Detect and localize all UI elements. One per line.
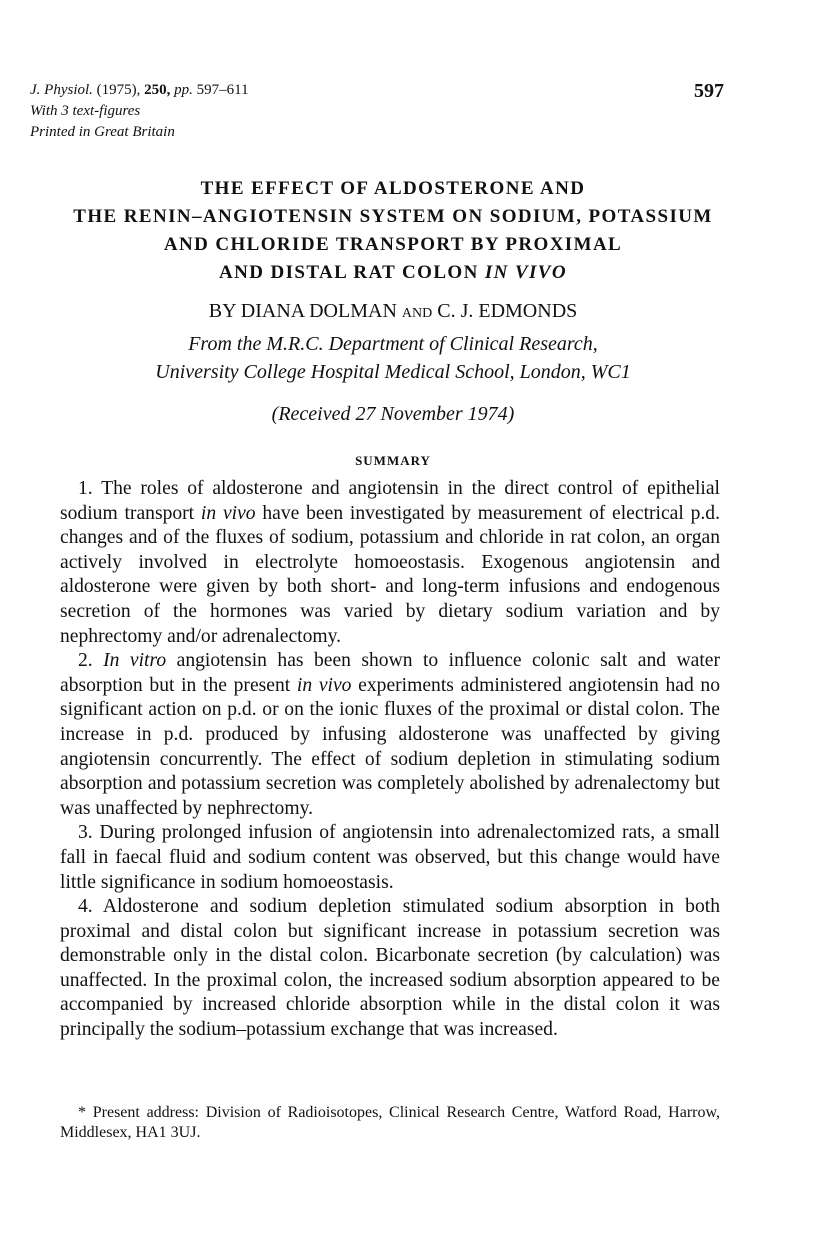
p1-in-vivo: in vivo [200, 502, 256, 524]
summary-paragraph-3: 3. During prolonged infusion of angiotensin into adrenalectomized rats, a small fall in faecal fluid and sodium content was observed, but this change would have little significance in sodium homoeostasis. [60, 822, 720, 893]
and-word: AND [401, 306, 433, 321]
affiliation [0, 330, 786, 386]
footnote-marker: * [78, 1104, 86, 1121]
printed-note: Printed in Great Britain [30, 124, 175, 140]
journal-volume: 250, [144, 82, 171, 98]
title-line-4 [0, 259, 786, 287]
title-in-vivo: IN VIVO [484, 262, 568, 283]
affiliation-line-2: University College Hospital Medical School, London, WC1 [155, 361, 631, 383]
p2-in-vitro: In vitro [103, 650, 167, 672]
footnote-text: Present address: Division of Radioisotopes, Clinical Research Centre, Watford Road, Harrow, Middlesex, HA1 3UJ. [60, 1104, 720, 1141]
journal-year: (1975), [96, 82, 141, 98]
summary-paragraph-1 [60, 477, 720, 649]
summary-paragraph-2 [60, 649, 720, 821]
p2-text-a: angiotensin has been shown to influence colonic salt and water absorption but in the present [60, 650, 720, 696]
p2-in-vivo: in vivo [296, 674, 352, 696]
summary-heading: SUMMARY [355, 453, 431, 468]
citation-block [30, 80, 249, 143]
title-line-3: AND CHLORIDE TRANSPORT BY PROXIMAL [163, 234, 623, 255]
received-date: (Received 27 November 1974) [271, 403, 515, 425]
author-1: DIANA DOLMAN [240, 300, 397, 322]
journal-name: J. Physiol. [30, 82, 93, 98]
title-line-4-text: AND DISTAL RAT COLON [218, 262, 479, 283]
journal-pages: 597–611 [196, 82, 249, 98]
summary-body [60, 477, 720, 1043]
pages-prefix: pp. [174, 82, 193, 98]
author-2: C. J. EDMONDS [437, 300, 578, 322]
footnote [60, 1103, 720, 1143]
by-word: BY [208, 300, 236, 322]
title-line-1: THE EFFECT OF ALDOSTERONE AND [200, 178, 586, 199]
citation-line [30, 80, 249, 101]
summary-paragraph-4: 4. Aldosterone and sodium depletion stimulated sodium absorption in both proximal and distal colon but significant increase in potassium secretion was demonstrable only in the distal colon. Bicarbonate secretion (by calculation) was unaffected. In the proximal colon, the increased sodium absorption appeared to be accompanied by increased chloride absorption while in the distal colon it was principally the sodium–potassium exchange that was increased. [60, 896, 720, 1041]
author-line [0, 300, 786, 323]
title-line-2: THE RENIN–ANGIOTENSIN SYSTEM ON SODIUM, POTASSIUM [73, 206, 713, 227]
p1-text-b: have been investigated by measurement of electrical p.d. changes and of the fluxes of sodium, potassium and chloride in rat colon, an organ actively involved in electrolyte homoeostasis. Exogenous angiotensin and aldosterone were given by both short- and long-term infusions and endogenous secretion of the hormones was varied by dietary sodium variation and by nephrectomy and/or adrenalectomy. [60, 502, 720, 647]
p1-text-a: 1. The roles of aldosterone and angiotensin in the direct control of epithelial sodium transport [60, 478, 720, 524]
page-number: 597 [694, 80, 724, 102]
article-title [0, 175, 786, 287]
affiliation-line-1: From the M.R.C. Department of Clinical Research, [188, 333, 598, 355]
p2-text-b: experiments administered angiotensin had no significant action on p.d. or on the ionic fluxes of the proximal or distal colon. The increase in p.d. produced by infusing aldosterone was unaffected by giving angiotensin concurrently. The effect of sodium depletion in stimulating sodium absorption and potassium secretion was completely abolished by adrenalectomy but was unaffected by nephrectomy. [60, 674, 721, 819]
figures-note: With 3 text-figures [30, 103, 141, 119]
p2-number: 2. [78, 650, 93, 672]
